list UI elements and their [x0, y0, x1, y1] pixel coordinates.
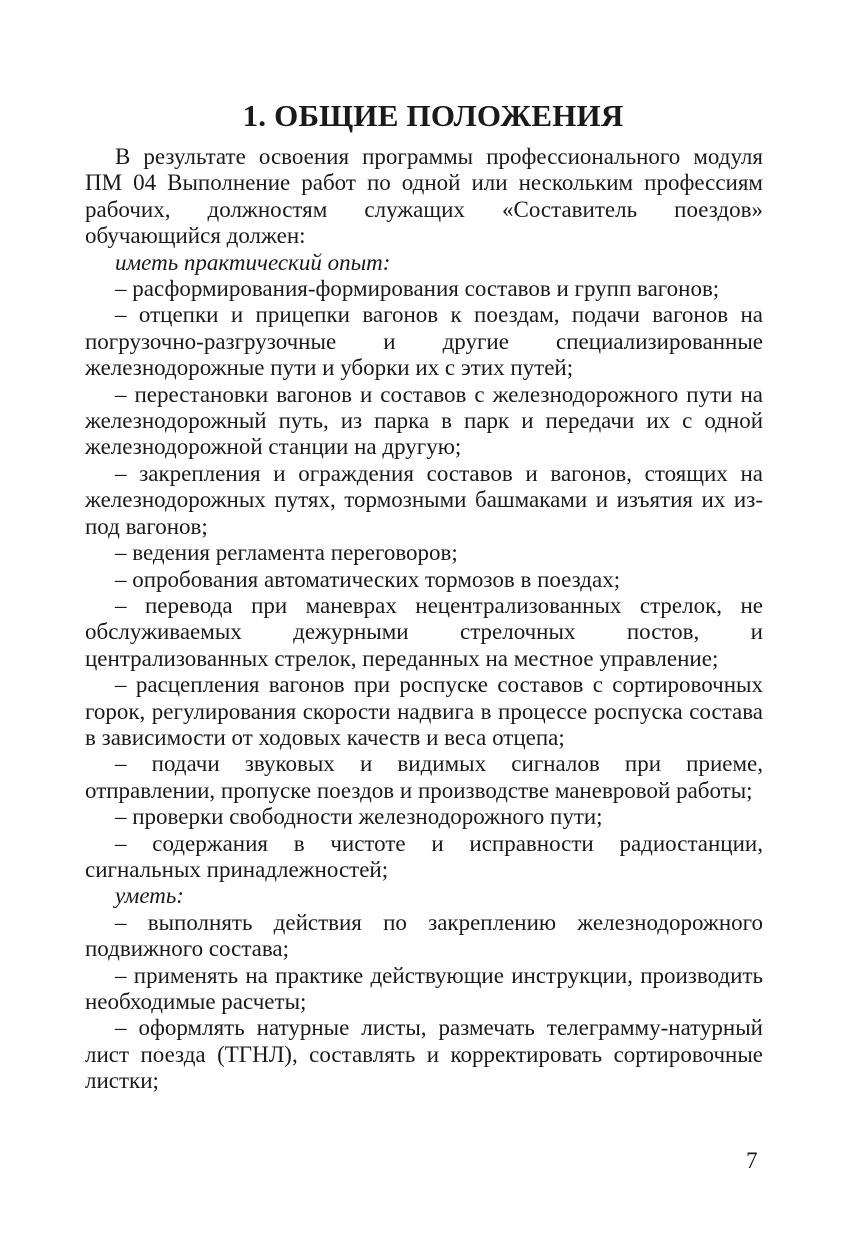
experience-item: – ведения регламента переговоров; — [115, 540, 458, 566]
experience-item: – содержания в чистоте и исправности радиостанции, сигнальных принадлежностей; — [85, 830, 763, 882]
page-content — [85, 96, 763, 1095]
experience-item: – закрепления и ограждения составов и вагонов, стоящих на железнодорожных путях, тормозными башмаками и изъятия их из-под вагонов; — [85, 460, 763, 539]
skills-heading: уметь: — [115, 883, 184, 909]
experience-item: – расцепления вагонов при роспуске составов с сортировочных горок, регулирования скорости надвига в процессе роспуска состава в зависимости от ходовых качеств и веса отцепа; — [85, 672, 763, 750]
skill-item: – применять на практике действующие инструкции, производить необходимые расчеты; — [85, 962, 763, 1014]
experience-item: – отцепки и прицепки вагонов к поездам, подачи вагонов на погрузочно-разгрузочные и другие специализированные железнодорожные пути и уборки их с этих путей; — [85, 302, 763, 381]
experience-item: – подачи звуковых и видимых сигналов при приеме, отправлении, пропуске поездов и производстве маневровой работы; — [85, 751, 763, 803]
experience-item: – перевода при маневрах нецентрализованных стрелок, не обслуживаемых дежурными стрелочных постов, и централизованных стрелок, переданных на местное управление; — [85, 592, 763, 671]
intro-paragraph: В результате освоения программы профессионального модуля ПМ 04 Выполнение работ по одной или нескольким профессиям рабочих, должностям служащих «Составитель поездов» обучающийся должен: — [85, 144, 763, 249]
page-number: 7 — [746, 1148, 758, 1173]
experience-item: – перестановки вагонов и составов с железнодорожного пути на железнодорожный путь, из парка в парк и передачи их с одной железнодорожной станции на другую; — [85, 381, 763, 460]
section-title: 1. ОБЩИЕ ПОЛОЖЕНИЯ — [242, 98, 624, 133]
skill-item: – выполнять действия по закреплению железнодорожного подвижного состава; — [85, 909, 763, 962]
experience-item: – опробования автоматических тормозов в поездах; — [115, 566, 621, 592]
skill-item: – оформлять натурные листы, размечать телеграмму-натурный лист поезда (ТГНЛ), составлять и корректировать сортировочные листки; — [85, 1015, 763, 1094]
experience-item: – проверки свободности железнодорожного пути; — [115, 804, 603, 830]
experience-heading: иметь практический опыт: — [115, 249, 391, 275]
experience-item: – расформирования-формирования составов и групп вагонов; — [115, 276, 720, 302]
